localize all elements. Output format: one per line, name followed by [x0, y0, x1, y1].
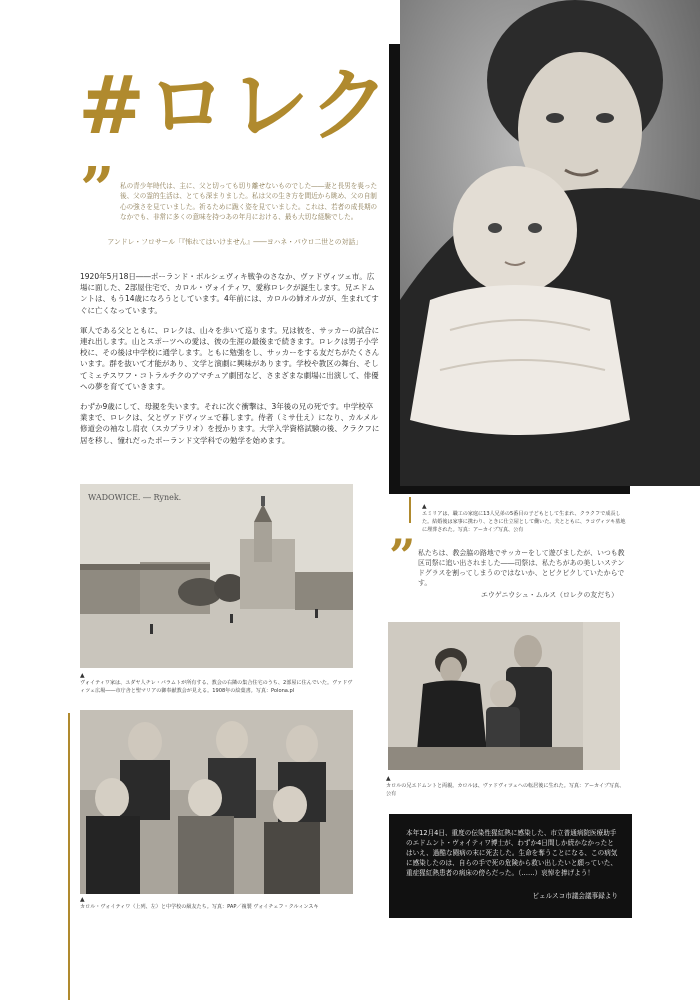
- paragraph: 1920年5月18日――ポーランド・ボルシェヴィキ戦争のさなか、ヴァドヴィツェ市。広場に面した、2部屋住宅で、カロル・ヴォイティワ、愛称ロレクが誕生します。兄エドムントは、もう14歳になろうとしています。4年前には、カロルの姉オルガが、生まれてすぐに亡くなっています。: [80, 272, 379, 315]
- postcard-inscription: WADOWICE. ― Rynek.: [88, 493, 182, 502]
- family-photo-caption: ▲ カロルの兄エドムントと両親。カロルは、ヴァドヴィツェへの転居後に生れた。写真：アーカイブ写真、公有: [386, 775, 625, 797]
- council-minutes-attribution: ビェルスコ市議会議事録より: [532, 892, 618, 901]
- wadowice-square-photo: [80, 484, 353, 668]
- main-text: [80, 271, 380, 455]
- council-minutes-box: [389, 814, 632, 918]
- mother-baby-photo: [400, 0, 700, 486]
- gold-line-mid: [409, 497, 411, 523]
- gold-line-left: [68, 713, 70, 1000]
- caption-arrow-icon: ▲: [386, 775, 391, 782]
- council-minutes-text: 本年12月4日、重度の伝染性猩紅熱に感染した、市立普通病院医療助手のエドムント・ヴォイティワ博士が、わずか4日間しか続かなかったとはいえ、過酷な闘病の末に死去した。生命を奪うことになる、この病気に感染したのは、自らの手で死の危険から救い出したいと願っていた、重症猩紅熱患者の病床の傍らだった。（……）哀悼を捧げよう！: [406, 829, 618, 878]
- classmates-photo: [80, 710, 353, 894]
- family-photo: [388, 622, 620, 770]
- town-photo-caption: ▲ ヴォイティワ家は、ユダヤ人チレ・バラムトが所有する、教会の右隣の集合住宅のうち、2部屋に住んでいた。ヴァドヴィツェ広場――市庁舎と聖マリアの御奉献教会が見える。1908年の絵葉書。写真：Polona.pl: [80, 672, 353, 694]
- classmates-photo-caption: ▲ カロル・ヴォイティワ（上列、左）と中学校の級友たち。写真：PAP／複製 ヴォイチェフ・クルィンスキ: [80, 896, 353, 911]
- mother-photo-caption: ▲ エミリアは、職工の家庭に13人兄弟の5番目の子どもとして生まれ、クラクフで成長した。結婚後は家事に携わり、ときに仕立屋として働いた。夫とともに、ラコヴィツキ墓地に埋葬された。写真：アーカイブ写真、公有: [422, 503, 626, 533]
- caption-arrow-icon: ▲: [422, 503, 427, 510]
- opening-quote: 私の青少年時代は、主に、父と切っても切り離せないものでした――妻と長男を喪った後、父の霊的生活は、とても深まりました。私は父の生き方を間近から眺め、父の自制心の強さを見ていました。祈るために跪く姿を見ていました。これは、若者の成長期のなかでも、非常に多くの意味を持つあの年月における、最も大切な経験でした。: [120, 182, 378, 221]
- caption-arrow-icon: ▲: [80, 896, 85, 903]
- caption-arrow-icon: ▲: [80, 672, 85, 679]
- friend-quote: 私たちは、教会脇の路地でサッカーをして遊びましたが、いつも教区司祭に追い出されました――司祭は、私たちがあの美しいステンドグラスを割ってしまうのではないか、とビクビクしていたからです。: [418, 549, 625, 587]
- paragraph: 軍人である父とともに、ロレクは、山々を歩いて巡ります。兄は彼を、サッカーの試合に連れ出します。山とスポーツへの愛は、彼の生涯の最後まで続きます。ロレクは男子小学校に、その後は中学校に通学します。ともに勉強をし、サッカーをする友だちがたくさんいます。群を抜いて才能があり、文学と演劇に興味があります。学校や教区の舞台、そしてミェチスワフ・コトラルチクのアマチュア劇団など、さまざまな劇場に出演して、俳優への夢を育てていきます。: [80, 325, 380, 391]
- page-title: #ロレク: [78, 59, 392, 152]
- friend-quote-attribution: エウゲニウシュ・ムルス（ロレクの友だち）: [480, 591, 618, 599]
- paragraph: わずか9歳にして、母親を失います。それに次ぐ衝撃は、3年後の兄の死です。中学校卒業まで、ロレクは、父とヴァドヴィツェで暮します。侍者（ミサ仕え）になり、カルメル修道会の袖なし肩衣（スカプラリオ）を授かります。大学入学資格試験の後、クラクフに居を移し、憧れだったポーランド文学科での勉学を始めます。: [80, 402, 380, 445]
- opening-quote-attribution: アンドレ・フロサール「『怖れてはいけません』――ヨハネ・パウロ二世との対話」: [107, 238, 362, 246]
- quote-mark-icon: ”: [389, 529, 416, 583]
- quote-mark-icon: ”: [80, 155, 115, 225]
